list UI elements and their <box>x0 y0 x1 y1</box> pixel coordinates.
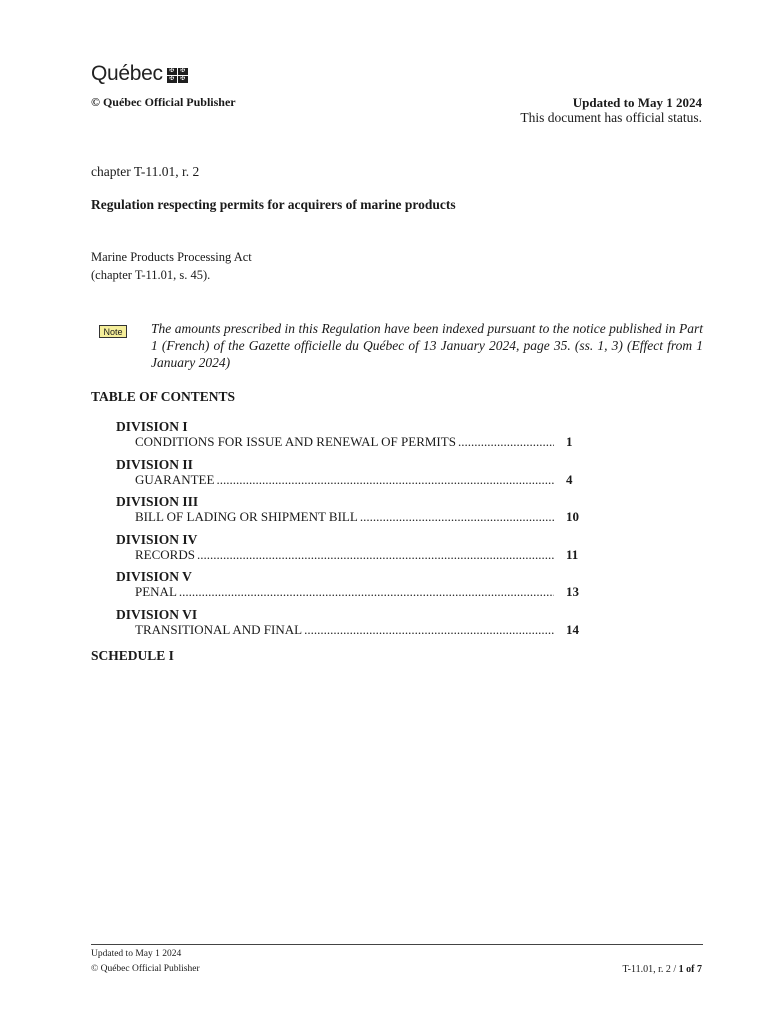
toc-title: GUARANTEE <box>135 471 215 487</box>
table-of-contents <box>116 419 594 644</box>
toc-leader-dots <box>179 584 554 600</box>
toc-title: RECORDS <box>135 546 195 562</box>
regulation-title: Regulation respecting permits for acquirers of marine products <box>91 197 456 212</box>
toc-entry <box>116 569 594 607</box>
official-status: This document has official status. <box>520 110 702 125</box>
toc-page-number: 1 <box>566 434 573 449</box>
toc-division-label: DIVISION IV <box>116 531 198 547</box>
logo-wordmark: Québec <box>91 62 163 85</box>
toc-title: PENAL <box>135 584 177 599</box>
chapter-reference: chapter T-11.01, r. 2 <box>91 164 200 179</box>
toc-title: CONDITIONS FOR ISSUE AND RENEWAL OF PERMITS <box>135 434 456 449</box>
toc-leader-dots <box>304 622 554 638</box>
toc-link[interactable] <box>135 434 594 450</box>
toc-entry <box>116 494 594 532</box>
footer-publisher: © Québec Official Publisher <box>91 964 200 974</box>
toc-page-number: 4 <box>566 471 573 487</box>
updated-date: Updated to May 1 2024 <box>572 95 702 110</box>
fleur-de-lis-flag-icon: ✠ ✠ ✠ ✠ <box>167 68 188 83</box>
toc-heading: TABLE OF CONTENTS <box>91 389 236 404</box>
toc-link[interactable] <box>135 622 594 638</box>
footer-divider <box>91 944 703 945</box>
quebec-logo <box>91 62 188 86</box>
note-icon: Note <box>99 325 127 338</box>
toc-entry <box>116 532 594 570</box>
toc-link[interactable] <box>135 509 594 525</box>
toc-leader-dots <box>197 547 554 563</box>
toc-page-number: 14 <box>566 621 579 637</box>
toc-page-number: 10 <box>566 509 579 524</box>
toc-title: BILL OF LADING OR SHIPMENT BILL <box>135 509 358 524</box>
toc-division-label: DIVISION V <box>116 569 192 584</box>
toc-leader-dots <box>458 434 554 450</box>
footer-page-reference <box>622 964 702 975</box>
act-name: Marine Products Processing Act <box>91 250 252 264</box>
toc-link[interactable] <box>135 584 594 600</box>
toc-division-label: DIVISION II <box>116 456 193 472</box>
footer-page-number: 1 of 7 <box>678 964 702 975</box>
act-reference: (chapter T-11.01, s. 45). <box>91 268 211 282</box>
toc-entry <box>116 457 594 495</box>
toc-division-label: DIVISION I <box>116 419 188 434</box>
toc-division-label: DIVISION VI <box>116 606 198 622</box>
toc-entry <box>116 419 594 457</box>
enabling-act <box>91 248 252 284</box>
toc-schedule-link[interactable]: SCHEDULE I <box>91 648 174 663</box>
toc-page-number: 13 <box>566 584 579 599</box>
toc-division-label: DIVISION III <box>116 494 199 509</box>
toc-title: TRANSITIONAL AND FINAL <box>135 621 303 637</box>
toc-leader-dots <box>216 472 554 488</box>
note-text: The amounts prescribed in this Regulation have been indexed pursuant to the notice published in Part 1 (French) of the Gazette officielle du Québec of 13 January 2024, page 35. (ss. 1, 3) (Effect from 1 January 2024) <box>151 321 703 370</box>
publisher-copyright: © Québec Official Publisher <box>91 95 236 109</box>
toc-entry <box>116 607 594 645</box>
toc-leader-dots <box>360 509 554 525</box>
toc-page-number: 11 <box>566 546 579 562</box>
toc-link[interactable] <box>135 547 594 563</box>
footer-updated: Updated to May 1 2024 <box>91 949 182 959</box>
toc-link[interactable] <box>135 472 594 488</box>
footer-ref-prefix: T-11.01, r. 2 / <box>622 964 679 975</box>
